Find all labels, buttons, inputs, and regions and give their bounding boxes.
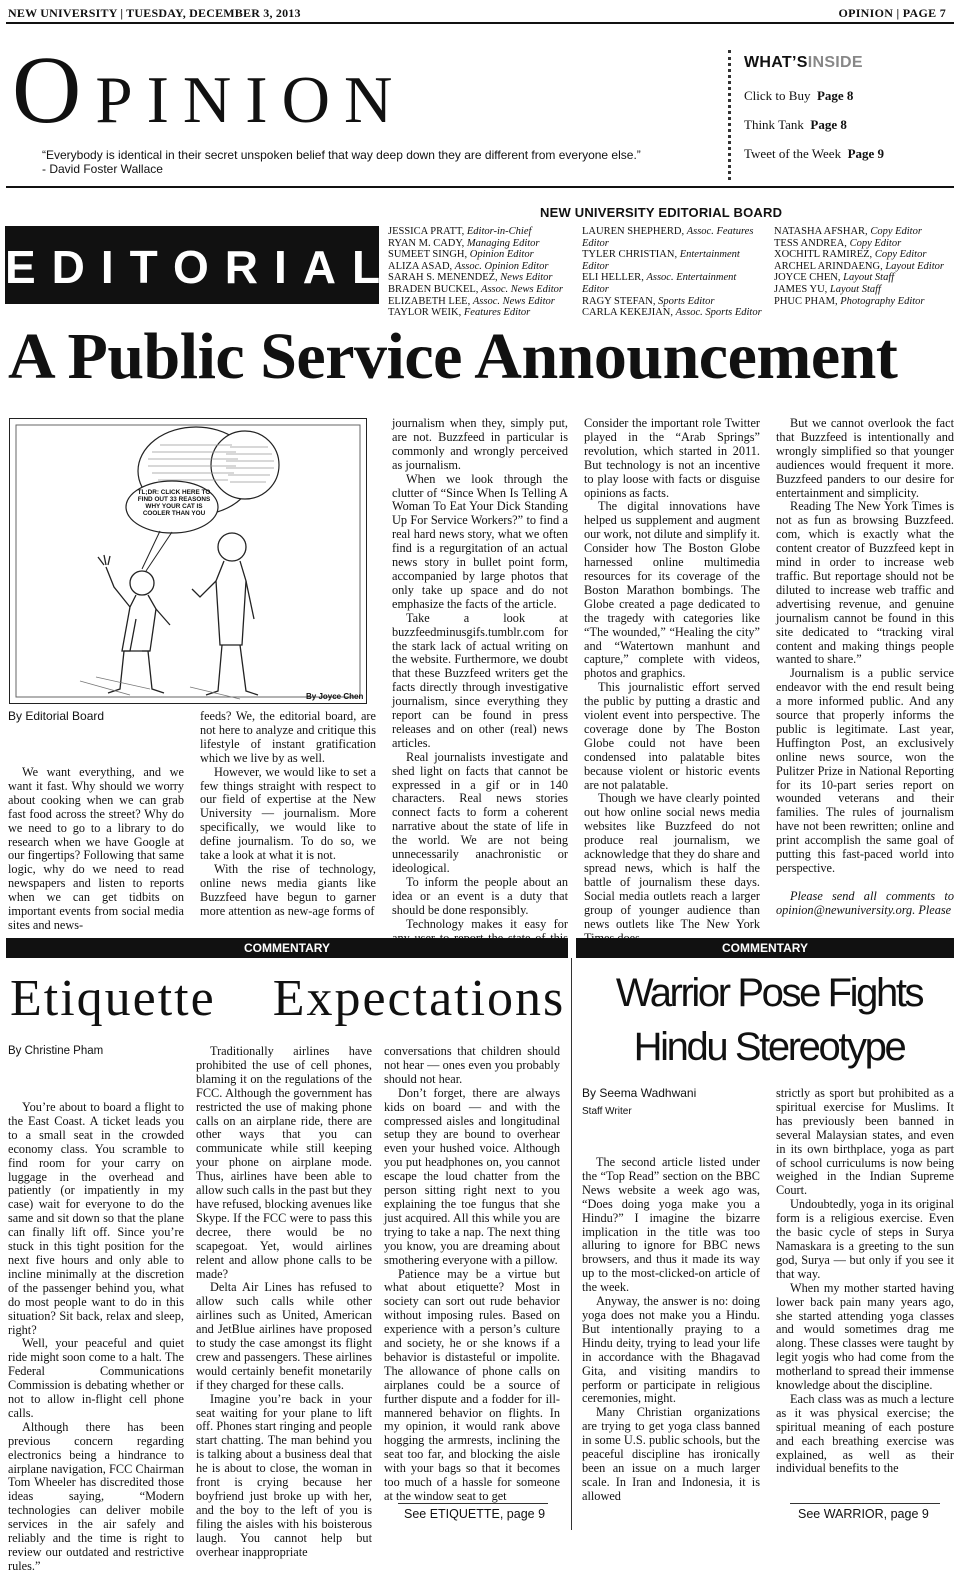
paragraph: Though we have clearly pointed out how online social news media websites like Buzzfeed do not produce real journalism, we acknowledge that they do share and spread news, which is half the battle of journalism these days. Social media outlets reach a larger group of younger audience than news outlets like The New York (584, 791, 760, 931)
closing-note: Please send all comments to opinion@newuniversity.org. Please (776, 888, 954, 917)
paragraph: journalism when they, simply put, are not. Buzzfeed in particular is commonly and wrongly perceived as journalism. (392, 416, 568, 472)
paragraph: Real journalists investigate and shed light on facts that cannot be expressed in a gif or in 140 characters. Real news stories connect facts to form a coherent narrative about the state of life in the world. We are not being unnecessarily anachronistic or ideological. (392, 749, 568, 875)
inside-item[interactable]: Think Tank Page 8 (744, 117, 847, 132)
paragraph: The digital innovations have helped us supplement and augment our work, not dilute and simplify it. Consider how The Boston Globe harnessed online multimedia resources for its coverage of the Boston Marathon bombings. The Globe created a page dedicated to the tragedy with categories like “The wounded,” “Healing the city” and “Watertown manhunt and capture,” complete with videos, photos and graphics. (584, 499, 760, 681)
inside-item[interactable]: Tweet of the Week Page 9 (744, 146, 885, 161)
editorial-col-1 (8, 766, 184, 933)
board-member: RAGY STEFAN, Sports Editor (582, 295, 715, 307)
editorial-col-5 (776, 417, 954, 918)
headline-line: Warrior Pose Fights (615, 971, 923, 1015)
editorial-banner-text: EDITORIAL (5, 241, 397, 293)
board-member: TYLER CHRISTIAN, Entertainment Editor (582, 249, 740, 272)
cartoon-credit: By Joyce Chen (306, 692, 364, 701)
paragraph: But we cannot overlook the fact that Buzzfeed is intentionally and wrongly simplified so that younger audiences would frequent it more. Buzzfeed panders to our desire for entertainment and simplicity. (776, 416, 954, 500)
byline-name: By Seema Wadhwani (582, 1086, 697, 1100)
paragraph: The second article listed under the “Top Read” section on the BBC News website a week ago was, “Does doing yoga make you a Hindu?” I imagine the bizarre implication in the title was too alluring to ignore for BBC news browsers, and thus it made its way up to the most-clicked-on article of the week. (582, 1155, 760, 1295)
editorial-byline: By Editorial Board (8, 709, 105, 723)
header-rule (6, 22, 954, 24)
etiquette-col-1 (8, 1101, 184, 1574)
board-member: SUMEET SINGH, Opinion Editor (388, 249, 534, 261)
warrior-byline (582, 1086, 696, 1117)
board-member: ALIZA ASAD, Assoc. Opinion Editor (388, 260, 549, 272)
board-column-1 (388, 226, 573, 319)
byline-role: Staff Writer (582, 1106, 632, 1117)
paragraph: Patience may be a virtue but what about etiquette? Most in society can sort out rude behavior without imposing rules. Based on experience with a person’s culture and society, he or she knows if a behavior is distasteful or impolite. The allowance of phone calls on airplanes could be a source of further dispute and a fodder for ill-mannered behavior on flights. In my opinion, it would rank above hogging the armrests, inclining the seat too far, and blocking the aisle with your bags so that it becomes too much of a hassle for someone at the window seat to get (384, 1266, 560, 1503)
editorial-col-2 (200, 710, 376, 919)
board-member: CARLA KEKEJIAN, Assoc. Sports Editor (582, 307, 762, 319)
headline-line: Hindu Stereotype (633, 1025, 905, 1069)
paragraph: Delta Air Lines has refused to allow such calls while other airlines such as United, American and JetBlue airlines have proposed to study the case amongst its flight crew and passengers. These airlines would certainly benefit monetarily if they charged for these calls. (196, 1280, 372, 1392)
paragraph: Undoubtedly, yoga in its original form is a religious exercise. Even the basic cycle of steps in Surya Namaskara is a greeting to the sun god, Surya — but only if you see it that way. (776, 1197, 954, 1281)
masthead-rule (6, 186, 954, 188)
section-title: Opinion (12, 36, 407, 143)
board-member: ARCHEL ARINDAENG, Layout Editor (774, 260, 944, 272)
board-member: TESS ANDREA, Copy Editor (774, 237, 902, 249)
inside-item[interactable]: Click to Buy Page 8 (744, 88, 854, 103)
quote-text: “Everybody is identical in their secret unspoken belief that way deep down they are different from everyone else.” (42, 148, 641, 162)
etiquette-headline[interactable]: Etiquette Expectations (10, 970, 566, 1027)
paragraph: To inform the people about an idea or an event is a duty that should be done responsibly. (392, 874, 568, 917)
paragraph: Anyway, the answer is no: doing yoga does not make you a Hindu. But intentionally praying to a Hindu deity, trying to lead your life in accordance with the Bhagavad Gita, and visiting mandirs to perform or participate in religious ceremonies, might. (582, 1294, 760, 1406)
paragraph: Imagine you’re back in your seat waiting for your plane to lift off. Phones start ringing and people start chatting. The man behind you is talking about a business deal that he is about to close, the woman in front is crying because her boyfriend just broke up with her, and the boy to the left of you is filing the aisles with his boisterous laugh. You cannot help but overhear inappropriate (196, 1391, 372, 1559)
paragraph: Although there has been previous concern regarding electronics being a hindrance to airplane navigation, FCC Chairman Tom Wheeler has discredited those ideas saying, “Modern technologies can deliver mobile services in the air safely and reliably and the time is right to review our outdated and restrictive rules.” (8, 1419, 184, 1573)
etiquette-col-2 (196, 1045, 372, 1560)
whats-inside-heading (744, 54, 863, 72)
whats-label: WHAT’S (744, 54, 808, 71)
board-column-3 (774, 226, 958, 307)
board-member: RYAN M. CADY, Managing Editor (388, 237, 540, 249)
editorial-banner (5, 226, 397, 304)
inside-divider (728, 50, 731, 180)
masthead-quote (42, 148, 702, 176)
board-member: ELIZABETH LEE, Assoc. News Editor (388, 295, 555, 307)
editorial-cartoon (9, 418, 367, 704)
paragraph: Take a look at buzzfeedminusgifs.tumblr.com for the stark lack of actual writing on the website. Furthermore, we doubt that these Buzzfeed writers get the facts directly through investigative journalism, since everything they report can be found in press releases and on other (real) news articles. (392, 610, 568, 750)
board-member: TAYLOR WEIK, Features Editor (388, 307, 531, 319)
commentary-label: COMMENTARY (722, 941, 808, 955)
warrior-col-2 (776, 1087, 954, 1476)
inside-list (744, 88, 884, 175)
paragraph: Well, your peaceful and quiet ride might soon come to a halt. The Federal Communications Commission is debating whether or not to allow in-flight cell phone calls. (8, 1336, 184, 1420)
paragraph: We want everything, and we want it fast. Why should we worry about cooking when we can grab fast food across the street? Why do we need to go to a library to do research when we have Google at our fingertips? Following that same logic, why do we need to read newspapers and listen to reports when we can get tidbits on important events from social media sites and news- (8, 765, 184, 932)
paragraph: strictly as sport but prohibited as a spiritual exercise for Muslims. It has previously been banned in several Malaysian states, and even in its own birthplace, yoga as part of school curriculums is now being weighed in the Indian Supreme Court. (776, 1086, 954, 1198)
paragraph: Journalism is a public service endeavor with the end result being a more informed public. And any source that properly informs the public is legitimate. Last year, Huffington Post, an exclusively online news source, won the Pulitzer Prize in National Reporting for its 10-part series report on wounded veterans and their families. The rules of journalism have not been rewritten; online and print accomplish the same goal of putting this fast-paced world into perspective. (776, 666, 954, 875)
paragraph: conversations that children should not hear — ones even you probably should not hear. (384, 1044, 560, 1086)
paragraph: With the rise of technology, online news media giants like Buzzfeed have begun to garner more attention as new-age forms of (200, 861, 376, 918)
paragraph: Technology makes it easy for (406, 916, 568, 931)
board-member: JESSICA PRATT, Editor-in-Chief (388, 226, 532, 237)
paragraph: Don’t forget, there are always kids on board — and with the compressed aisles and longitudinal setup they are bound to overhear even your hushed voice. Although you put headphones on, you cannot escape the loud chatter from the person sitting right next to you explaining the toe fungus that she just acquired. All this while you are trying to take a nap. The next thing you know, you are dreaming about smothering everyone with a pillow. (384, 1085, 560, 1267)
paragraph: This journalistic effort served the public by putting a drastic and violent event into perspective. The coverage done by The Boston Globe could not have been condensed into palatable bites because violent or historic events are not palatable. (584, 680, 760, 792)
board-member: JAMES YU, Layout Staff (774, 283, 881, 295)
page-header-right: OPINION | PAGE 7 (838, 6, 946, 20)
cartoon-tldr: TL;DR: CLICK HERE TO FIND OUT 33 REASONS WHY YOUR CAT IS COOLER THAN YOU (137, 489, 211, 517)
paragraph: feeds? We, the editorial board, are not here to analyze and critique this lifestyle of instant gratification which we live by as well. (200, 709, 376, 765)
quote-attribution: - David Foster Wallace (42, 162, 163, 176)
jump-rule (398, 1503, 548, 1504)
editorial-col-3 (392, 417, 568, 959)
commentary-bar-left (6, 938, 568, 958)
column-divider (571, 958, 572, 1530)
paragraph: When we look through the clutter of “Since When Is Telling A Woman To Eat Your Dick Standing Up For Service Workers?” to find a real hard news story, what we often find is a regurgitation of an actual news story in bullet point form, accompanied by large photos that only take up space and do not emphasize the facts of the article. (392, 471, 568, 611)
warrior-jump-link[interactable]: See WARRIOR, page 9 (798, 1507, 929, 1521)
etiquette-col-3 (384, 1045, 560, 1504)
board-member: SARAH S. MENENDEZ, News Editor (388, 272, 553, 284)
editorial-headline[interactable]: A Public Service Announcement (8, 320, 898, 393)
paragraph: Many Christian organizations are trying to get yoga class banned in some U.S. public schools, but the peaceful discipline has ironically been an issue on a much larger scale. In Iran and Indonesia, it is allowed (582, 1405, 760, 1503)
paragraph: However, we would like to set a few things straight with respect to our field of expertise at the New University — journalism. More specifically, we would like to define journalism. To do so, we take a look at what it is not. (200, 764, 376, 863)
board-member: LAUREN SHEPHERD, Assoc. Features Editor (582, 226, 754, 249)
board-member: ELI HELLER, Assoc. Entertainment Editor (582, 272, 737, 295)
jump-rule (790, 1503, 940, 1504)
paragraph: Each class was as much a lecture as it was physical exercise; the spiritual meaning of each posture and each breathing exercise was explained, as well as their individual benefits to the (776, 1391, 954, 1476)
paragraph: Reading The New York Times is not as fun as browsing Buzzfeed. com, which is exactly what the content creator of Buzzfeed kept in mind in order to increase web traffic. But reportage should not be diluted to increase web traffic and advertising revenue, and genuine journalism cannot be found in this site dedicated to “tracking viral content and making things people wanted to share.” (776, 499, 954, 667)
commentary-label: COMMENTARY (244, 941, 330, 955)
etiquette-byline: By Christine Pham (8, 1045, 104, 1057)
paragraph: Consider the important role Twitter played in the “Arab Springs” revolution, which started in 2011. But technology is not an incentive to play loose with facts or disguise opinions as facts. (584, 416, 760, 500)
paragraph: Traditionally airlines have prohibited the use of cell phones, blaming it on the regulations of the FCC. Although the government has restricted the use of making phone calls on an airplane ride, there are other ways that you can communicate while still keeping your phone on airplane mode. Thus, airlines have been able to allow such calls in the past but they have refused, blocking avenues like Skype. If the FCC were to pass this decree, there would be no scapegoat. Yet, would airlines relent and allow phone calls to be made? (196, 1044, 372, 1281)
commentary-bar-right (576, 938, 954, 958)
paragraph: When my mother started having lower back pain many years ago, she started attending yoga classes and would sometimes drag me along. These classes were taught by legit yogis who had come from the motherland to spread their immense knowledge about the discipline. (776, 1280, 954, 1393)
warrior-col-1 (582, 1156, 760, 1504)
board-member: XOCHITL RAMIREZ, Copy Editor (774, 249, 927, 261)
warrior-headline[interactable] (584, 966, 954, 1074)
inside-label: INSIDE (807, 54, 863, 71)
page-header-left: NEW UNIVERSITY | TUESDAY, DECEMBER 3, 2013 (8, 6, 301, 20)
cartoon-drawing (10, 419, 366, 703)
board-member: JOYCE CHEN, Layout Staff (774, 272, 895, 284)
editorial-board-title: NEW UNIVERSITY EDITORIAL BOARD (540, 205, 783, 220)
board-member: NATASHA AFSHAR, Copy Editor (774, 226, 922, 237)
editorial-col-4 (584, 417, 760, 945)
etiquette-jump-link[interactable]: See ETIQUETTE, page 9 (404, 1507, 546, 1521)
paragraph: You’re about to board a flight to the East Coast. A ticket leads you to a small seat in the crowded economy class. You scramble to find room for your carry on luggage in the overhead and patiently (or impatiently in my case) wait for everyone to do the same and sit down so that the plane can finally lift off. Since you’re stuck in this tight position for the next five hours and only able to incline minimally at the discretion of the passenger behind you, what do most people want to do in this situation? Sit back, relax and sleep, right? (8, 1100, 184, 1337)
board-member: PHUC PHAM, Photography Editor (774, 295, 925, 307)
board-column-2 (582, 226, 762, 319)
board-member: BRADEN BUCKEL, Assoc. News Editor (388, 283, 564, 295)
